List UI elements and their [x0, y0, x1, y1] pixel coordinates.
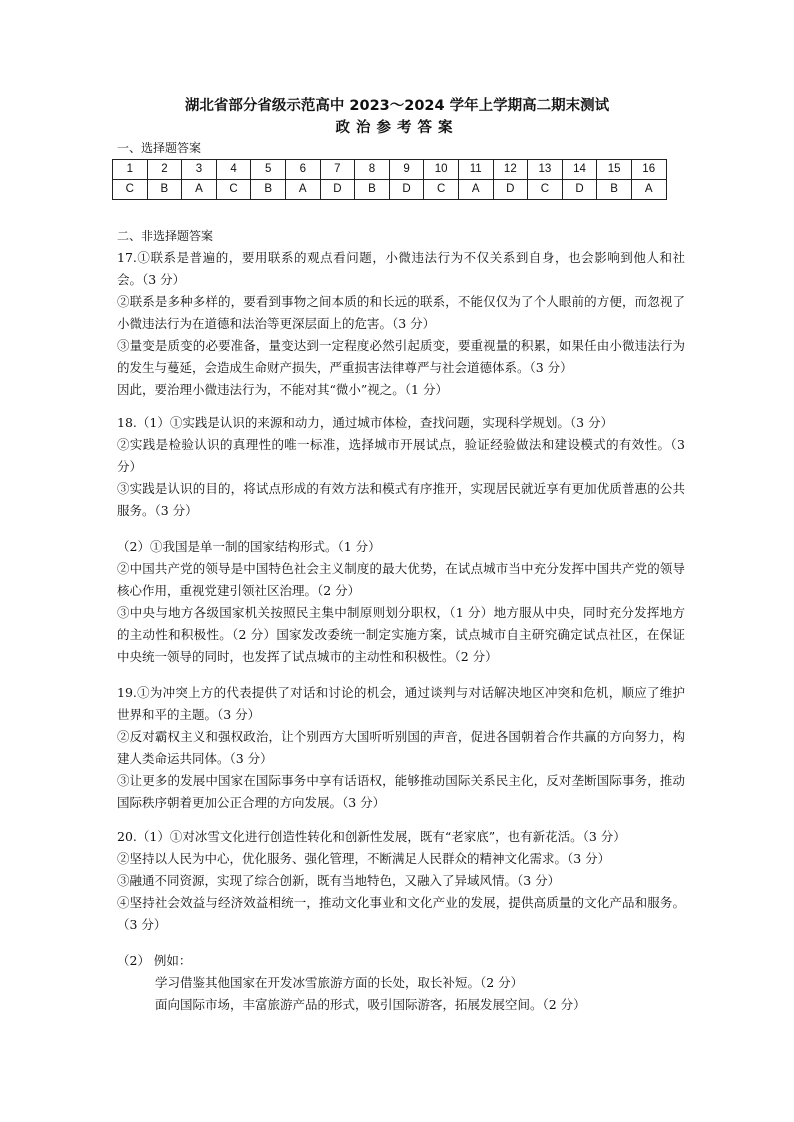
- answer-cell: B: [597, 180, 632, 200]
- answer-paragraph: ③中央与地方各级国家机关按照民主集中制原则划分职权，（1 分）地方服从中央，同时充分发挥地方的主动性和积极性。（2 分）国家发改委统一制定实施方案，试点城市自主研究确定试点社区，在保证中央统一领导的同时，也发挥了试点城市的主动性和积极性。（2 分）: [117, 605, 685, 664]
- answer-block-q20-part1: [117, 826, 685, 936]
- answer-cell: A: [182, 180, 217, 200]
- answer-paragraph: ③融通不同资源，实现了综合创新，既有当地特色，又融入了异域风情。（3 分）: [117, 873, 561, 888]
- answer-paragraph: 19.①为冲突上方的代表提供了对话和讨论的机会，通过谈判与对话解决地区冲突和危机，顺应了维护世界和平的主题。（3 分）: [117, 685, 685, 722]
- section-2-label: 二、非选择题答案: [117, 229, 214, 243]
- answer-cell: D: [493, 180, 528, 200]
- page-subtitle: 政治参考答案: [335, 120, 459, 136]
- question-number-cell: 4: [216, 160, 251, 180]
- answer-cell: B: [147, 180, 182, 200]
- answer-paragraph: ②中国共产党的领导是中国特色社会主义制度的最大优势，在试点城市当中充分发挥中国共产党的领导核心作用，重视党建引领社区治理。（2 分）: [117, 561, 685, 598]
- question-number-cell: 3: [182, 160, 217, 180]
- answer-paragraph: ②坚持以人民为中心，优化服务、强化管理，不断满足人民群众的精神文化需求。（3 分）: [117, 851, 611, 866]
- question-number-cell: 6: [285, 160, 320, 180]
- answer-paragraph: 17.①联系是普遍的，要用联系的观点看问题，小微违法行为不仅关系到自身，也会影响到他人和社会。（3 分）: [117, 250, 685, 287]
- answer-paragraph: ③实践是认识的目的，将试点形成的有效方法和模式有序推开，实现居民就近享有更加优质普惠的公共服务。（3 分）: [117, 481, 685, 518]
- question-number-cell: 11: [458, 160, 493, 180]
- answer-paragraph: ②反对霸权主义和强权政治，让个别西方大国听听别国的声音，促进各国朝着合作共赢的方向努力，构建人类命运共同体。（3 分）: [117, 729, 685, 766]
- answer-block-q18-part2: [117, 536, 685, 668]
- question-number-cell: 2: [147, 160, 182, 180]
- question-number-cell: 12: [493, 160, 528, 180]
- answer-block-q20-part2: [117, 950, 685, 1016]
- answer-paragraph: 因此，要治理小微违法行为，不能对其“微小”视之。（1 分）: [117, 382, 448, 397]
- answer-paragraph: 18.（1）①实践是认识的来源和动力，通过城市体检，查找问题，实现科学规划。（3 分）: [117, 415, 614, 430]
- answer-paragraph: 20.（1）①对冰雪文化进行创造性转化和创新性发展，既有“老家底”，也有新花活。（3 分）: [117, 829, 626, 844]
- section-1-label: 一、选择题答案: [117, 141, 202, 155]
- answer-paragraph: ③量变是质变的必要准备，量变达到一定程度必然引起质变，要重视量的积累，如果任由小微违法行为的发生与蔓延，会造成生命财产损失，严重损害法律尊严与社会道德体系。（3 分）: [117, 338, 685, 375]
- answer-cell: C: [216, 180, 251, 200]
- question-number-cell: 9: [389, 160, 424, 180]
- answer-cell: C: [528, 180, 563, 200]
- answer-cell: B: [251, 180, 286, 200]
- answer-paragraph: ②联系是多种多样的，要看到事物之间本质的和长远的联系，不能仅仅为了个人眼前的方便，而忽视了小微违法行为在道德和法治等更深层面上的危害。（3 分）: [117, 294, 685, 331]
- question-number-cell: 10: [424, 160, 459, 180]
- answer-paragraph: （2） 例如：: [117, 953, 192, 968]
- answer-cell: C: [424, 180, 459, 200]
- question-number-cell: 15: [597, 160, 632, 180]
- question-number-cell: 7: [320, 160, 355, 180]
- question-number-cell: 14: [562, 160, 597, 180]
- answer-cell: A: [285, 180, 320, 200]
- answer-cell: B: [355, 180, 390, 200]
- answer-paragraph: ③让更多的发展中国家在国际事务中享有话语权，能够推动国际关系民主化，反对垄断国际事务，推动国际秩序朝着更加公正合理的方向发展。（3 分）: [117, 773, 685, 810]
- page-title: 湖北省部分省级示范高中 2023～2024 学年上学期高二期末测试: [184, 98, 610, 114]
- answer-cell: A: [458, 180, 493, 200]
- question-number-cell: 1: [113, 160, 148, 180]
- answer-block-q18-part1: [117, 412, 685, 522]
- answer-paragraph: ②实践是检验认识的真理性的唯一标准，选择城市开展试点，验证经验做法和建设模式的有效性。（3 分）: [117, 437, 685, 474]
- question-number-cell: 5: [251, 160, 286, 180]
- answer-block-q17: [117, 247, 685, 401]
- question-number-cell: 13: [528, 160, 563, 180]
- answer-table: [112, 159, 667, 200]
- answer-cell: D: [389, 180, 424, 200]
- answer-cell: C: [113, 180, 148, 200]
- question-number-cell: 8: [355, 160, 390, 180]
- answer-table-answer-row: [113, 180, 667, 200]
- question-number-cell: 16: [631, 160, 666, 180]
- answer-cell: A: [631, 180, 666, 200]
- answer-cell: D: [562, 180, 597, 200]
- answer-paragraph: 面向国际市场，丰富旅游产品的形式，吸引国际游客，拓展发展空间。（2 分）: [155, 997, 586, 1012]
- answer-paragraph: （2）①我国是单一制的国家结构形式。（1 分）: [117, 539, 381, 554]
- answer-paragraph: 学习借鉴其他国家在开发冰雪旅游方面的长处，取长补短。（2 分）: [155, 975, 524, 990]
- answer-block-q19: [117, 682, 685, 814]
- answer-table-number-row: [113, 160, 667, 180]
- answer-paragraph: ④坚持社会效益与经济效益相统一，推动文化事业和文化产业的发展，提供高质量的文化产品和服务。（3 分）: [117, 895, 685, 932]
- answer-cell: D: [320, 180, 355, 200]
